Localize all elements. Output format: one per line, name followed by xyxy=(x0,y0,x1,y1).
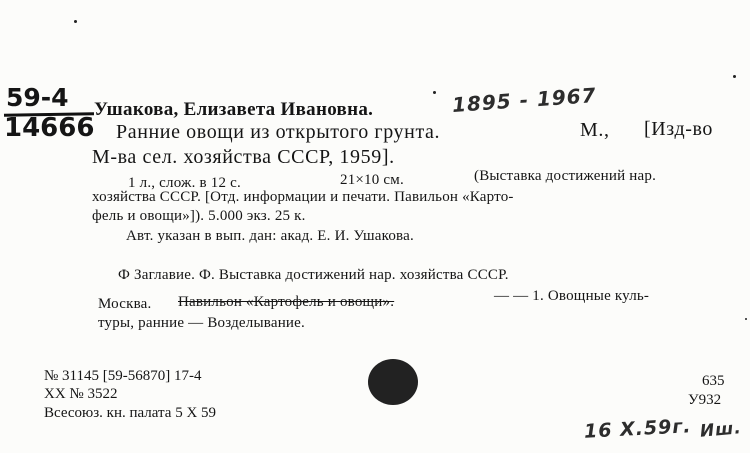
shelf-mark-top: 59-4 xyxy=(6,83,69,112)
book-chamber: Всесоюз. кн. палата 5 X 59 xyxy=(44,405,217,421)
tracing-line-2-start: Москва. xyxy=(98,296,152,312)
title-place: М., xyxy=(580,119,610,141)
tracing-line-3: туры, ранние — Возделывание. xyxy=(98,315,305,331)
title-line-1: Ранние овощи из открытого грунта. xyxy=(116,121,441,143)
record-number: № 31145 [59-56870] 17-4 xyxy=(44,368,202,384)
ink-speck xyxy=(733,75,736,78)
author-years-handwritten: 1895 - 1967 xyxy=(451,82,598,118)
shelf-mark-bottom: 14666 xyxy=(4,113,95,143)
class-code-1: 635 xyxy=(702,373,725,389)
xx-number: XX № 3522 xyxy=(44,386,118,402)
card-punch-hole xyxy=(368,359,418,405)
author-heading: Ушакова, Елизавета Ивановна. xyxy=(94,99,374,120)
physical-description: 1 л., слож. в 12 с. xyxy=(128,175,241,191)
ink-speck xyxy=(74,20,77,23)
tracing-line-1: Ф Заглавие. Ф. Выставка достижений нар. хозяйства СССР. xyxy=(118,267,509,283)
handwritten-date: 16 X.59г. xyxy=(583,415,693,443)
physical-size: 21×10 см. xyxy=(340,172,404,188)
title-publisher-start: [Изд-во xyxy=(644,118,713,140)
tracing-line-2-struck: Павильон «Картофель и овощи». xyxy=(178,294,395,310)
series-start: (Выставка достижений нар. xyxy=(474,168,657,184)
handwritten-initials: Иш. xyxy=(699,418,743,442)
ink-speck xyxy=(745,318,747,320)
ink-speck xyxy=(433,91,436,94)
tracing-line-2-end: — — 1. Овощные куль- xyxy=(494,288,650,304)
author-note: Авт. указан в вып. дан: акад. Е. И. Ушакова. xyxy=(126,228,414,244)
series-line-2: хозяйства СССР. [Отд. информации и печати. Павильон «Карто- xyxy=(92,189,514,205)
title-line-2: М-ва сел. хозяйства СССР, 1959]. xyxy=(92,146,395,168)
series-line-3: фель и овощи»]). 5.000 экз. 25 к. xyxy=(92,208,306,224)
class-code-2: У932 xyxy=(688,392,722,408)
